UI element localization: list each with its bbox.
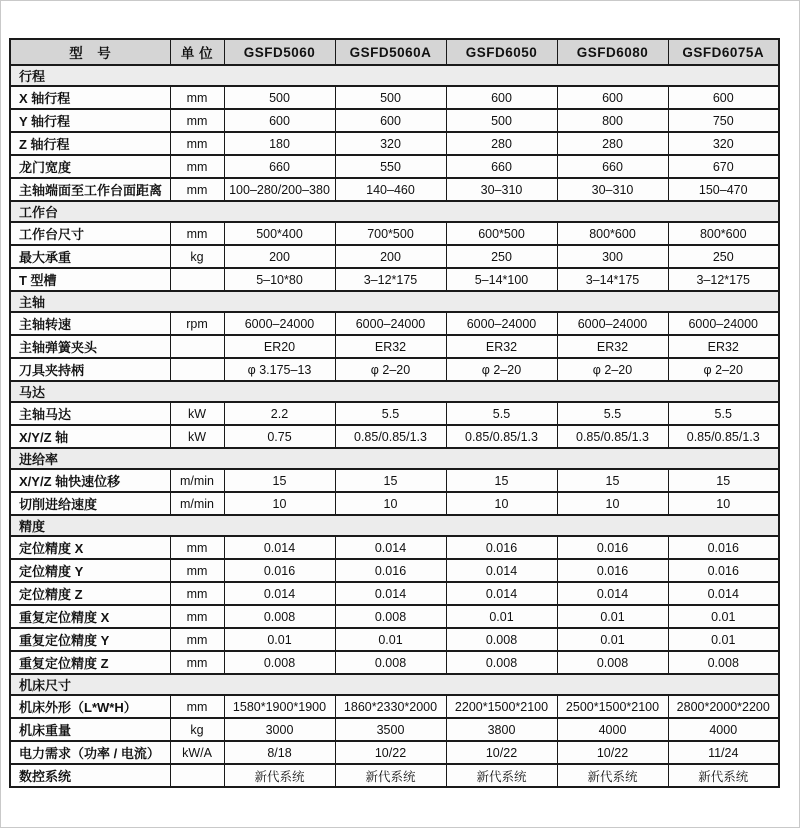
cell-value: 0.008	[668, 651, 779, 674]
row-unit: m/min	[170, 469, 224, 492]
cell-value: 5.5	[668, 402, 779, 425]
cell-value: 0.85/0.85/1.3	[557, 425, 668, 448]
row-label: 机床外形（L*W*H）	[10, 695, 170, 718]
cell-value: 0.008	[446, 651, 557, 674]
row-unit: kW/A	[170, 741, 224, 764]
cell-value: 1580*1900*1900	[224, 695, 335, 718]
cell-value: 180	[224, 132, 335, 155]
row-label: Z 轴行程	[10, 132, 170, 155]
cell-value: 0.016	[446, 536, 557, 559]
row-label: 重复定位精度 Z	[10, 651, 170, 674]
spec-row	[10, 245, 779, 268]
spec-row	[10, 764, 779, 787]
row-label: 数控系统	[10, 764, 170, 787]
cell-value: 0.01	[668, 628, 779, 651]
cell-value: 0.01	[335, 628, 446, 651]
spec-row	[10, 109, 779, 132]
cell-value: 5.5	[557, 402, 668, 425]
cell-value: 700*500	[335, 222, 446, 245]
row-unit: mm	[170, 695, 224, 718]
spec-row	[10, 402, 779, 425]
cell-value: 0.016	[224, 559, 335, 582]
cell-value: 6000–24000	[446, 312, 557, 335]
cell-value: 0.014	[557, 582, 668, 605]
section-row-motor	[10, 381, 779, 402]
cell-value: 0.85/0.85/1.3	[446, 425, 557, 448]
cell-value: 0.016	[335, 559, 446, 582]
cell-value: 2.2	[224, 402, 335, 425]
cell-value: 0.75	[224, 425, 335, 448]
section-row-travel	[10, 65, 779, 86]
spec-table	[9, 38, 780, 788]
cell-value: 200	[224, 245, 335, 268]
cell-value: 0.01	[557, 605, 668, 628]
cell-value: 5.5	[446, 402, 557, 425]
cell-value: 250	[668, 245, 779, 268]
cell-value: 3500	[335, 718, 446, 741]
spec-row	[10, 358, 779, 381]
cell-value: 10	[224, 492, 335, 515]
cell-value: 0.014	[446, 559, 557, 582]
cell-value: 新代系统	[557, 764, 668, 787]
spec-row	[10, 651, 779, 674]
cell-value: 0.85/0.85/1.3	[668, 425, 779, 448]
model-column-header: 型 号	[10, 39, 170, 65]
unit-column-header: 单 位	[170, 39, 224, 65]
header-row	[10, 39, 779, 65]
section-row-worktable	[10, 201, 779, 222]
cell-value: ER32	[557, 335, 668, 358]
row-label: 重复定位精度 Y	[10, 628, 170, 651]
row-label: 工作台尺寸	[10, 222, 170, 245]
row-unit	[170, 268, 224, 291]
spec-row	[10, 178, 779, 201]
cell-value: 150–470	[668, 178, 779, 201]
cell-value: 2500*1500*2100	[557, 695, 668, 718]
cell-value: 10/22	[335, 741, 446, 764]
cell-value: 6000–24000	[224, 312, 335, 335]
row-unit: kg	[170, 245, 224, 268]
cell-value: 6000–24000	[335, 312, 446, 335]
section-row-machine-size	[10, 674, 779, 695]
section-title-travel: 行程	[10, 65, 779, 86]
cell-value: 800	[557, 109, 668, 132]
cell-value: 0.014	[224, 536, 335, 559]
cell-value: 0.008	[224, 605, 335, 628]
spec-row	[10, 741, 779, 764]
cell-value: 0.014	[335, 582, 446, 605]
cell-value: 3–12*175	[335, 268, 446, 291]
spec-row	[10, 86, 779, 109]
cell-value: ER32	[446, 335, 557, 358]
cell-value: 0.01	[668, 605, 779, 628]
cell-value: 0.014	[668, 582, 779, 605]
cell-value: φ 3.175–13	[224, 358, 335, 381]
row-label: X/Y/Z 轴	[10, 425, 170, 448]
cell-value: 4000	[557, 718, 668, 741]
spec-row	[10, 718, 779, 741]
cell-value: 550	[335, 155, 446, 178]
row-unit: mm	[170, 86, 224, 109]
cell-value: 5–10*80	[224, 268, 335, 291]
cell-value: 11/24	[668, 741, 779, 764]
cell-value: 320	[335, 132, 446, 155]
row-label: 定位精度 Z	[10, 582, 170, 605]
cell-value: 140–460	[335, 178, 446, 201]
cell-value: 5–14*100	[446, 268, 557, 291]
cell-value: 15	[557, 469, 668, 492]
cell-value: 15	[668, 469, 779, 492]
section-title-accuracy: 精度	[10, 515, 779, 536]
row-label: 龙门宽度	[10, 155, 170, 178]
spec-row	[10, 132, 779, 155]
cell-value: 200	[335, 245, 446, 268]
row-label: 主轴端面至工作台面距离	[10, 178, 170, 201]
cell-value: 280	[557, 132, 668, 155]
row-unit	[170, 358, 224, 381]
cell-value: 15	[335, 469, 446, 492]
cell-value: ER32	[668, 335, 779, 358]
cell-value: 800*600	[557, 222, 668, 245]
cell-value: φ 2–20	[335, 358, 446, 381]
cell-value: 新代系统	[335, 764, 446, 787]
spec-row	[10, 312, 779, 335]
cell-value: ER20	[224, 335, 335, 358]
spec-sheet	[9, 38, 780, 788]
cell-value: 0.008	[224, 651, 335, 674]
row-unit: mm	[170, 109, 224, 132]
row-label: 最大承重	[10, 245, 170, 268]
cell-value: 6000–24000	[557, 312, 668, 335]
cell-value: 10/22	[446, 741, 557, 764]
section-row-feed-rate	[10, 448, 779, 469]
row-label: T 型槽	[10, 268, 170, 291]
model-name-gsfd6075a: GSFD6075A	[668, 39, 779, 65]
cell-value: 5.5	[335, 402, 446, 425]
cell-value: 0.01	[557, 628, 668, 651]
model-name-gsfd6050: GSFD6050	[446, 39, 557, 65]
row-label: 主轴转速	[10, 312, 170, 335]
cell-value: 4000	[668, 718, 779, 741]
cell-value: 0.008	[335, 605, 446, 628]
cell-value: 0.01	[224, 628, 335, 651]
row-label: 重复定位精度 X	[10, 605, 170, 628]
cell-value: 0.85/0.85/1.3	[335, 425, 446, 448]
cell-value: 8/18	[224, 741, 335, 764]
row-unit: mm	[170, 536, 224, 559]
spec-row	[10, 222, 779, 245]
spec-row	[10, 628, 779, 651]
cell-value: 10	[557, 492, 668, 515]
row-unit: rpm	[170, 312, 224, 335]
cell-value: 670	[668, 155, 779, 178]
row-unit: kW	[170, 425, 224, 448]
row-label: 定位精度 Y	[10, 559, 170, 582]
cell-value: 0.008	[335, 651, 446, 674]
cell-value: 0.016	[557, 559, 668, 582]
cell-value: 新代系统	[446, 764, 557, 787]
cell-value: 10	[668, 492, 779, 515]
cell-value: 250	[446, 245, 557, 268]
spec-row	[10, 469, 779, 492]
row-unit: m/min	[170, 492, 224, 515]
row-unit: mm	[170, 155, 224, 178]
cell-value: 0.014	[446, 582, 557, 605]
spec-row	[10, 425, 779, 448]
cell-value: 30–310	[446, 178, 557, 201]
cell-value: φ 2–20	[446, 358, 557, 381]
cell-value: 2200*1500*2100	[446, 695, 557, 718]
row-unit: mm	[170, 651, 224, 674]
row-unit: mm	[170, 178, 224, 201]
row-label: 机床重量	[10, 718, 170, 741]
section-title-worktable: 工作台	[10, 201, 779, 222]
cell-value: φ 2–20	[668, 358, 779, 381]
cell-value: 660	[224, 155, 335, 178]
cell-value: 660	[446, 155, 557, 178]
cell-value: ER32	[335, 335, 446, 358]
row-unit	[170, 764, 224, 787]
row-unit: mm	[170, 559, 224, 582]
row-label: X 轴行程	[10, 86, 170, 109]
cell-value: φ 2–20	[557, 358, 668, 381]
cell-value: 0.008	[557, 651, 668, 674]
row-unit: mm	[170, 132, 224, 155]
cell-value: 750	[668, 109, 779, 132]
row-unit: mm	[170, 582, 224, 605]
cell-value: 500	[335, 86, 446, 109]
cell-value: 0.016	[668, 536, 779, 559]
row-unit: mm	[170, 605, 224, 628]
section-row-spindle	[10, 291, 779, 312]
cell-value: 15	[224, 469, 335, 492]
cell-value: 2800*2000*2200	[668, 695, 779, 718]
row-label: 电力需求（功率 / 电流）	[10, 741, 170, 764]
cell-value: 10	[446, 492, 557, 515]
cell-value: 0.008	[446, 628, 557, 651]
row-unit: kW	[170, 402, 224, 425]
row-label: X/Y/Z 轴快速位移	[10, 469, 170, 492]
row-unit: kg	[170, 718, 224, 741]
row-label: 刀具夹持柄	[10, 358, 170, 381]
cell-value: 3000	[224, 718, 335, 741]
cell-value: 3–14*175	[557, 268, 668, 291]
cell-value: 320	[668, 132, 779, 155]
spec-row	[10, 695, 779, 718]
cell-value: 新代系统	[224, 764, 335, 787]
cell-value: 30–310	[557, 178, 668, 201]
section-row-accuracy	[10, 515, 779, 536]
cell-value: 300	[557, 245, 668, 268]
section-title-spindle: 主轴	[10, 291, 779, 312]
cell-value: 新代系统	[668, 764, 779, 787]
cell-value: 600	[224, 109, 335, 132]
row-label: 主轴弹簧夹头	[10, 335, 170, 358]
cell-value: 500*400	[224, 222, 335, 245]
row-unit	[170, 335, 224, 358]
model-name-gsfd5060: GSFD5060	[224, 39, 335, 65]
spec-table-body	[10, 65, 779, 787]
cell-value: 800*600	[668, 222, 779, 245]
spec-row	[10, 605, 779, 628]
cell-value: 600	[335, 109, 446, 132]
cell-value: 0.014	[335, 536, 446, 559]
model-name-gsfd6080: GSFD6080	[557, 39, 668, 65]
cell-value: 3–12*175	[668, 268, 779, 291]
spec-row	[10, 155, 779, 178]
spec-row	[10, 559, 779, 582]
cell-value: 500	[446, 109, 557, 132]
spec-row	[10, 582, 779, 605]
row-unit: mm	[170, 222, 224, 245]
cell-value: 3800	[446, 718, 557, 741]
spec-row	[10, 335, 779, 358]
cell-value: 500	[224, 86, 335, 109]
row-label: Y 轴行程	[10, 109, 170, 132]
section-title-feed-rate: 进给率	[10, 448, 779, 469]
section-title-motor: 马达	[10, 381, 779, 402]
cell-value: 600	[557, 86, 668, 109]
cell-value: 660	[557, 155, 668, 178]
spec-row	[10, 536, 779, 559]
row-label: 定位精度 X	[10, 536, 170, 559]
cell-value: 6000–24000	[668, 312, 779, 335]
spec-row	[10, 268, 779, 291]
row-unit: mm	[170, 628, 224, 651]
cell-value: 0.016	[557, 536, 668, 559]
spec-row	[10, 492, 779, 515]
model-name-gsfd5060a: GSFD5060A	[335, 39, 446, 65]
cell-value: 600	[668, 86, 779, 109]
cell-value: 15	[446, 469, 557, 492]
cell-value: 100–280/200–380	[224, 178, 335, 201]
row-label: 切削进给速度	[10, 492, 170, 515]
cell-value: 10/22	[557, 741, 668, 764]
cell-value: 10	[335, 492, 446, 515]
cell-value: 0.01	[446, 605, 557, 628]
cell-value: 0.016	[668, 559, 779, 582]
row-label: 主轴马达	[10, 402, 170, 425]
section-title-machine-size: 机床尺寸	[10, 674, 779, 695]
cell-value: 280	[446, 132, 557, 155]
cell-value: 0.014	[224, 582, 335, 605]
cell-value: 600	[446, 86, 557, 109]
cell-value: 600*500	[446, 222, 557, 245]
cell-value: 1860*2330*2000	[335, 695, 446, 718]
